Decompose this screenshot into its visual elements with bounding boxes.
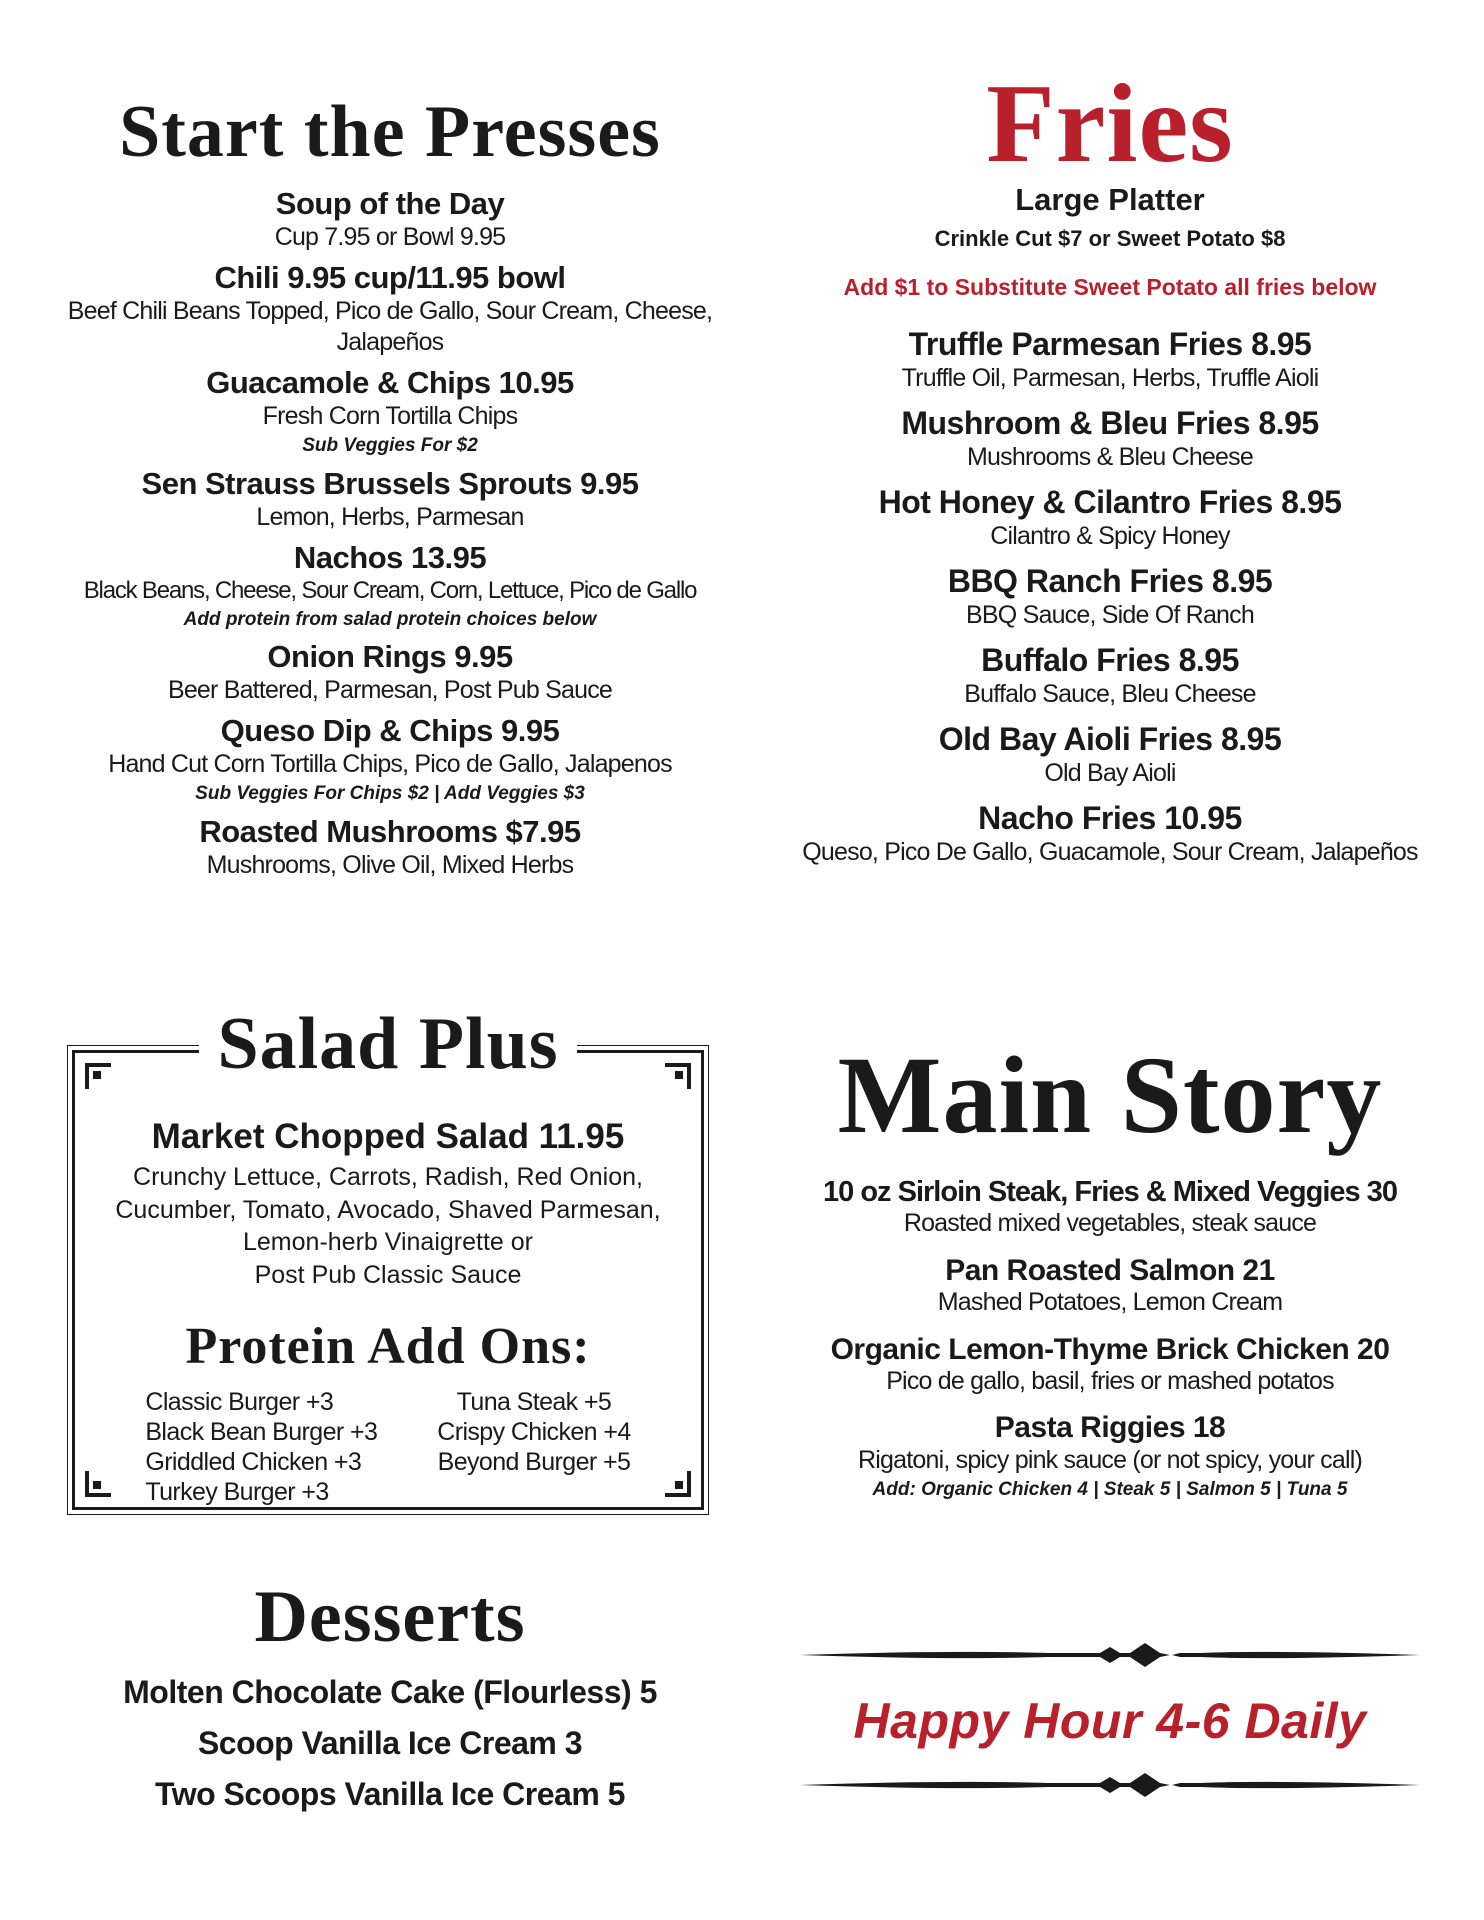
item-name: Organic Lemon-Thyme Brick Chicken 20 xyxy=(830,1332,1390,1366)
item-name: Buffalo Fries 8.95 xyxy=(981,642,1239,679)
menu-item xyxy=(40,541,740,632)
item-note: Sub Veggies For $2 xyxy=(302,435,478,457)
item-name: BBQ Ranch Fries 8.95 xyxy=(947,563,1273,600)
item-desc: Old Bay Aioli xyxy=(1044,759,1176,788)
menu-item xyxy=(40,467,740,533)
section-start-the-presses xyxy=(40,91,740,889)
section-salad-plus xyxy=(72,1003,704,1510)
dessert-item: Two Scoops Vanilla Ice Cream 5 xyxy=(155,1776,625,1812)
salad-desc-line: Cucumber, Tomato, Avocado, Shaved Parmesan, xyxy=(115,1195,661,1224)
fries-note: Add $1 to Substitute Sweet Potato all fries below xyxy=(843,274,1377,300)
item-name: Queso Dip & Chips 9.95 xyxy=(220,713,560,749)
item-name: Truffle Parmesan Fries 8.95 xyxy=(908,326,1312,362)
item-desc: Truffle Oil, Parmesan, Herbs, Truffle Aioli xyxy=(901,363,1319,392)
item-name: Soup of the Day xyxy=(275,186,505,221)
protein-column-left xyxy=(145,1387,377,1507)
section-title: Salad Plus xyxy=(199,1007,576,1081)
item-desc: Lemon, Herbs, Parmesan xyxy=(256,502,524,531)
section-title: Main Story xyxy=(837,1034,1383,1156)
fries-prices: Crinkle Cut $7 or Sweet Potato $8 xyxy=(934,226,1286,251)
flourish-divider-icon xyxy=(800,1640,1420,1670)
menu-item xyxy=(760,1411,1460,1503)
menu-item xyxy=(760,1176,1460,1240)
item-name: 10 oz Sirloin Steak, Fries & Mixed Veggies 30 xyxy=(823,1176,1397,1208)
protein-column-right xyxy=(437,1387,630,1507)
menu-item xyxy=(760,643,1460,710)
item-desc: Hand Cut Corn Tortilla Chips, Pico de Gallo, Jalapenos xyxy=(108,749,672,778)
item-name: Hot Honey & Cilantro Fries 8.95 xyxy=(878,484,1342,521)
menu-item xyxy=(760,327,1460,394)
happy-hour-banner xyxy=(800,1640,1420,1800)
item-name: Pasta Riggies 18 xyxy=(994,1411,1226,1445)
item-name: Nachos 13.95 xyxy=(293,539,487,575)
section-title: Fries xyxy=(986,62,1234,186)
section-title: Start the Presses xyxy=(119,91,661,173)
happy-hour-text: Happy Hour 4-6 Daily xyxy=(853,1693,1367,1749)
item-name: Onion Rings 9.95 xyxy=(267,639,513,675)
protein-item: Crispy Chicken +4 xyxy=(437,1418,631,1446)
item-desc: Cup 7.95 or Bowl 9.95 xyxy=(274,222,506,251)
menu-item xyxy=(40,187,740,253)
menu-item xyxy=(760,564,1460,631)
item-desc: Mushrooms, Olive Oil, Mixed Herbs xyxy=(206,850,574,879)
salad-desc-line: Crunchy Lettuce, Carrots, Radish, Red Onion, xyxy=(133,1163,643,1191)
item-desc: Fresh Corn Tortilla Chips xyxy=(262,401,518,430)
salad-title-wrap xyxy=(75,1003,701,1085)
menu-item xyxy=(40,366,740,459)
protein-item: Griddled Chicken +3 xyxy=(145,1448,362,1476)
fries-platter: Large Platter xyxy=(1015,182,1205,217)
menu-item xyxy=(760,722,1460,789)
dessert-item: Molten Chocolate Cake (Flourless) 5 xyxy=(123,1674,657,1710)
item-desc: Roasted mixed vegetables, steak sauce xyxy=(903,1209,1317,1238)
dessert-item: Scoop Vanilla Ice Cream 3 xyxy=(197,1725,583,1761)
item-note: Add protein from salad protein choices below xyxy=(183,608,597,630)
menu-item xyxy=(760,485,1460,552)
protein-item: Classic Burger +3 xyxy=(145,1388,334,1416)
item-desc: Cilantro & Spicy Honey xyxy=(990,521,1230,550)
protein-title: Protein Add Ons: xyxy=(185,1318,591,1375)
item-desc: Buffalo Sauce, Bleu Cheese xyxy=(964,680,1256,709)
flourish-divider-icon xyxy=(800,1770,1420,1800)
item-desc: Beef Chili Beans Topped, Pico de Gallo, Sour Cream, Cheese, Jalapeños xyxy=(67,296,713,356)
menu-item xyxy=(760,406,1460,473)
item-note: Add: Organic Chicken 4 | Steak 5 | Salmon 5 | Tuna 5 xyxy=(872,1479,1348,1501)
protein-item: Black Bean Burger +3 xyxy=(145,1418,378,1446)
salad-desc-line: Post Pub Classic Sauce xyxy=(254,1260,522,1289)
salad-name: Market Chopped Salad 11.95 xyxy=(151,1117,625,1156)
menu-item xyxy=(40,640,740,706)
item-desc: Pico de gallo, basil, fries or mashed potatos xyxy=(886,1367,1334,1396)
item-desc: Rigatoni, spicy pink sauce (or not spicy, your call) xyxy=(858,1446,1362,1474)
section-desserts xyxy=(40,1576,740,1827)
item-name: Old Bay Aioli Fries 8.95 xyxy=(938,721,1282,758)
item-desc: Mashed Potatoes, Lemon Cream xyxy=(937,1288,1283,1317)
menu-item xyxy=(760,1333,1460,1398)
protein-item: Tuna Steak +5 xyxy=(456,1388,612,1416)
item-name: Mushroom & Bleu Fries 8.95 xyxy=(901,405,1319,442)
section-title: Desserts xyxy=(254,1576,526,1658)
item-name: Chili 9.95 cup/11.95 bowl xyxy=(214,259,566,295)
menu-item xyxy=(760,1254,1460,1319)
item-name: Roasted Mushrooms $7.95 xyxy=(199,813,581,849)
item-name: Pan Roasted Salmon 21 xyxy=(945,1253,1275,1287)
item-name: Sen Strauss Brussels Sprouts 9.95 xyxy=(141,465,639,501)
protein-list xyxy=(95,1387,681,1507)
item-note: Sub Veggies For Chips $2 | Add Veggies $3 xyxy=(195,783,585,805)
item-name: Guacamole & Chips 10.95 xyxy=(206,365,574,401)
item-desc: Queso, Pico De Gallo, Guacamole, Sour Cream, Jalapeños xyxy=(802,838,1418,867)
item-desc: Black Beans, Cheese, Sour Cream, Corn, Lettuce, Pico de Gallo xyxy=(83,576,697,604)
protein-item: Turkey Burger +3 xyxy=(145,1478,329,1506)
item-desc: BBQ Sauce, Side Of Ranch xyxy=(966,601,1254,630)
menu-item xyxy=(760,801,1460,868)
menu-item xyxy=(40,714,740,807)
item-desc: Beer Battered, Parmesan, Post Pub Sauce xyxy=(167,675,613,704)
item-name: Nacho Fries 10.95 xyxy=(978,800,1242,837)
protein-item: Beyond Burger +5 xyxy=(437,1448,631,1476)
section-fries xyxy=(760,62,1460,881)
salad-content xyxy=(95,1117,681,1507)
salad-desc-line: Lemon-herb Vinaigrette or xyxy=(243,1228,533,1256)
menu-item xyxy=(40,261,740,358)
item-desc: Mushrooms & Bleu Cheese xyxy=(967,442,1253,471)
section-main-story xyxy=(760,1034,1460,1517)
menu-item xyxy=(40,815,740,881)
